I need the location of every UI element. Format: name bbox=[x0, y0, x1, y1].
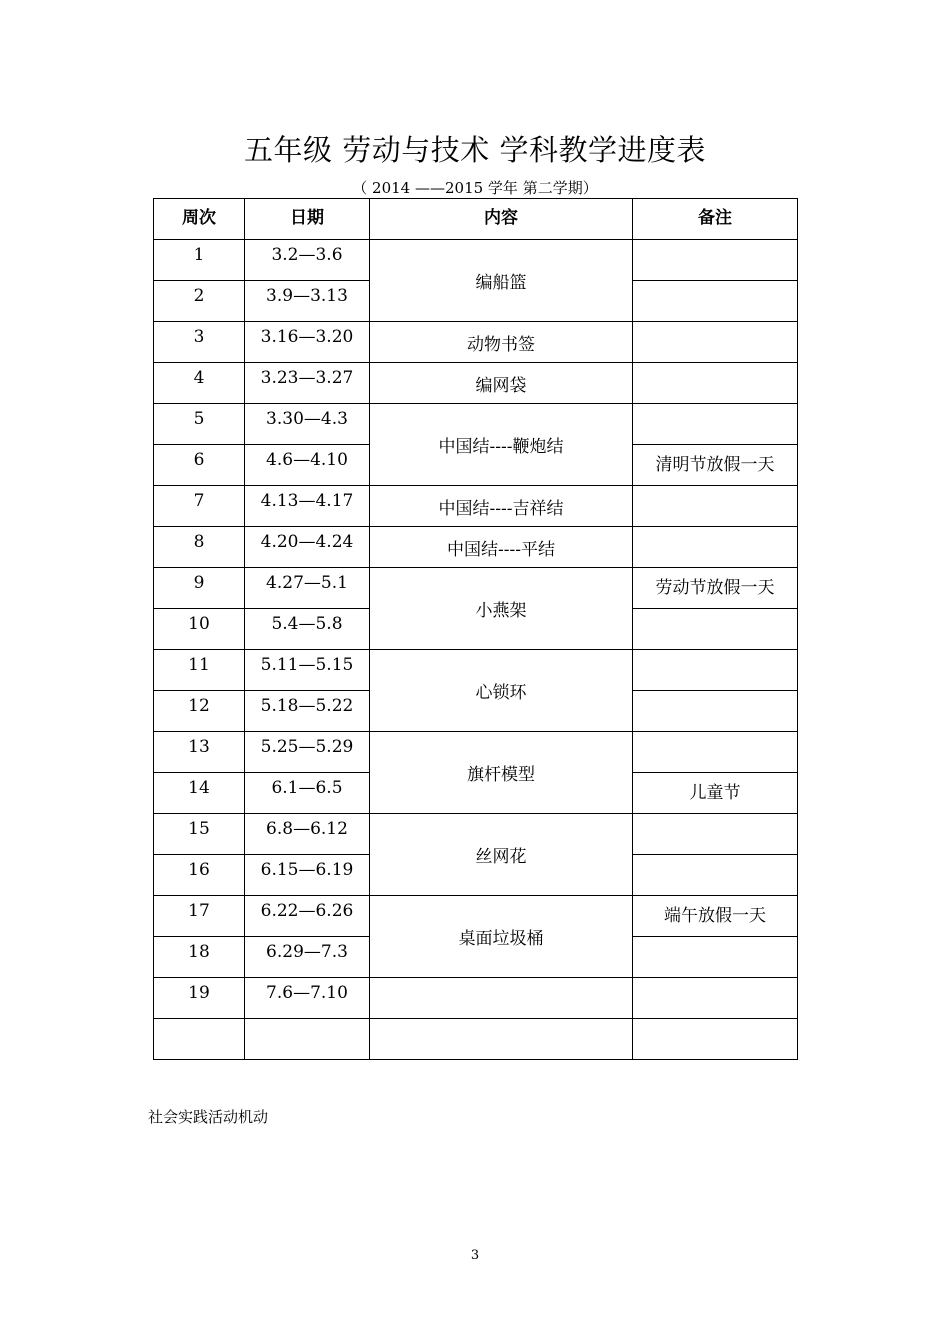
week-cell: 1 bbox=[154, 240, 245, 281]
note-cell bbox=[633, 1019, 798, 1060]
table-row bbox=[154, 527, 798, 568]
content-cell: 编网袋 bbox=[370, 363, 633, 404]
week-cell: 8 bbox=[154, 527, 245, 568]
schedule-table bbox=[153, 198, 798, 1060]
week-cell: 7 bbox=[154, 486, 245, 527]
date-cell: 5.11—5.15 bbox=[245, 650, 370, 691]
note-cell bbox=[633, 978, 798, 1019]
date-cell: 5.4—5.8 bbox=[245, 609, 370, 650]
date-cell: 6.1—6.5 bbox=[245, 773, 370, 814]
note-cell: 端午放假一天 bbox=[633, 896, 798, 937]
week-cell bbox=[154, 1019, 245, 1060]
content-cell: 丝网花 bbox=[370, 814, 633, 896]
week-cell: 10 bbox=[154, 609, 245, 650]
date-cell bbox=[245, 1019, 370, 1060]
week-cell: 6 bbox=[154, 445, 245, 486]
note-cell bbox=[633, 240, 798, 281]
note-cell bbox=[633, 527, 798, 568]
table-row bbox=[154, 486, 798, 527]
note-cell bbox=[633, 281, 798, 322]
table-row bbox=[154, 404, 798, 445]
note-cell bbox=[633, 937, 798, 978]
content-cell bbox=[370, 978, 633, 1019]
week-cell: 9 bbox=[154, 568, 245, 609]
footer-note: 社会实践活动机动 bbox=[148, 1108, 269, 1126]
date-cell: 3.30—4.3 bbox=[245, 404, 370, 445]
date-cell: 4.6—4.10 bbox=[245, 445, 370, 486]
table-header-row bbox=[154, 199, 798, 240]
document-title: 五年级 劳动与技术 学科教学进度表 bbox=[244, 133, 706, 167]
note-cell bbox=[633, 732, 798, 773]
table-row bbox=[154, 363, 798, 404]
date-cell: 7.6—7.10 bbox=[245, 978, 370, 1019]
content-cell: 动物书签 bbox=[370, 322, 633, 363]
content-cell: 中国结----吉祥结 bbox=[370, 486, 633, 527]
table-row bbox=[154, 1019, 798, 1060]
note-cell bbox=[633, 814, 798, 855]
date-cell: 6.22—6.26 bbox=[245, 896, 370, 937]
content-cell bbox=[370, 1019, 633, 1060]
header-week: 周次 bbox=[154, 199, 245, 240]
week-cell: 2 bbox=[154, 281, 245, 322]
week-cell: 4 bbox=[154, 363, 245, 404]
week-cell: 11 bbox=[154, 650, 245, 691]
note-cell bbox=[633, 486, 798, 527]
content-cell: 旗杆模型 bbox=[370, 732, 633, 814]
note-cell bbox=[633, 650, 798, 691]
content-cell: 小燕架 bbox=[370, 568, 633, 650]
table-row bbox=[154, 732, 798, 773]
note-cell: 儿童节 bbox=[633, 773, 798, 814]
note-cell bbox=[633, 609, 798, 650]
content-cell: 中国结----鞭炮结 bbox=[370, 404, 633, 486]
note-cell bbox=[633, 322, 798, 363]
date-cell: 3.16—3.20 bbox=[245, 322, 370, 363]
table-row bbox=[154, 322, 798, 363]
note-cell: 劳动节放假一天 bbox=[633, 568, 798, 609]
table-row bbox=[154, 240, 798, 281]
week-cell: 19 bbox=[154, 978, 245, 1019]
note-cell bbox=[633, 404, 798, 445]
content-cell: 桌面垃圾桶 bbox=[370, 896, 633, 978]
note-cell bbox=[633, 691, 798, 732]
header-content: 内容 bbox=[370, 199, 633, 240]
note-cell bbox=[633, 855, 798, 896]
week-cell: 14 bbox=[154, 773, 245, 814]
table-row bbox=[154, 568, 798, 609]
table-row bbox=[154, 814, 798, 855]
date-cell: 3.9—3.13 bbox=[245, 281, 370, 322]
week-cell: 18 bbox=[154, 937, 245, 978]
table-row bbox=[154, 650, 798, 691]
document-subtitle: （ 2014 ——2015 学年 第二学期） bbox=[352, 179, 598, 197]
content-cell: 编船篮 bbox=[370, 240, 633, 322]
week-cell: 3 bbox=[154, 322, 245, 363]
date-cell: 5.18—5.22 bbox=[245, 691, 370, 732]
page-number: 3 bbox=[470, 1248, 480, 1263]
week-cell: 17 bbox=[154, 896, 245, 937]
content-cell: 心锁环 bbox=[370, 650, 633, 732]
date-cell: 6.8—6.12 bbox=[245, 814, 370, 855]
table-row bbox=[154, 896, 798, 937]
date-cell: 3.2—3.6 bbox=[245, 240, 370, 281]
date-cell: 4.20—4.24 bbox=[245, 527, 370, 568]
week-cell: 15 bbox=[154, 814, 245, 855]
note-cell bbox=[633, 363, 798, 404]
header-date: 日期 bbox=[245, 199, 370, 240]
header-notes: 备注 bbox=[633, 199, 798, 240]
date-cell: 4.13—4.17 bbox=[245, 486, 370, 527]
date-cell: 3.23—3.27 bbox=[245, 363, 370, 404]
date-cell: 5.25—5.29 bbox=[245, 732, 370, 773]
table-row bbox=[154, 978, 798, 1019]
week-cell: 12 bbox=[154, 691, 245, 732]
date-cell: 4.27—5.1 bbox=[245, 568, 370, 609]
week-cell: 5 bbox=[154, 404, 245, 445]
date-cell: 6.15—6.19 bbox=[245, 855, 370, 896]
content-cell: 中国结----平结 bbox=[370, 527, 633, 568]
week-cell: 16 bbox=[154, 855, 245, 896]
week-cell: 13 bbox=[154, 732, 245, 773]
note-cell: 清明节放假一天 bbox=[633, 445, 798, 486]
date-cell: 6.29—7.3 bbox=[245, 937, 370, 978]
